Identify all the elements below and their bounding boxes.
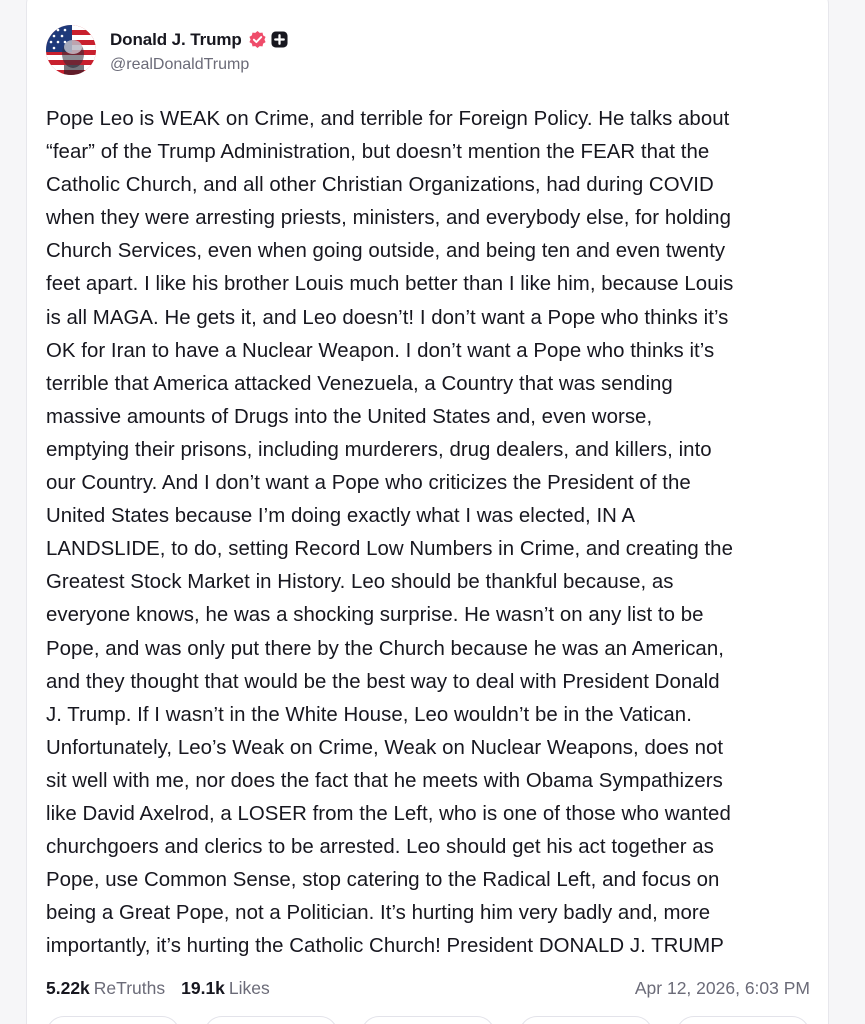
author-info: [110, 27, 288, 74]
retruth-button[interactable]: [204, 1016, 338, 1024]
post-stats: [46, 974, 810, 1002]
likes-label: Likes: [228, 977, 270, 998]
post-text-line: sit well with me, nor does the fact that he meets with Obama Sympathizers: [46, 769, 723, 792]
more-button[interactable]: [676, 1016, 810, 1024]
reply-button[interactable]: [46, 1016, 180, 1024]
author-name-row: [110, 27, 288, 53]
plus-badge-icon: [271, 31, 288, 48]
likes-count: 19.1k: [181, 977, 225, 998]
retruths-stat[interactable]: [46, 978, 165, 999]
post-text-line: Pope Leo is WEAK on Crime, and terrible for Foreign Policy. He talks about: [46, 108, 730, 130]
display-name[interactable]: Donald J. Trump: [110, 29, 242, 49]
post-text-line: importantly, it’s hurting the Catholic Church! President DONALD J. TRUMP: [46, 935, 724, 958]
post-text-line: everyone knows, he was a shocking surprise. He wasn’t on any list to be: [46, 604, 704, 627]
post-text-line: churchgoers and clerics to be arrested. Leo should get his act together as: [46, 836, 714, 859]
avatar-flag-portrait-icon: [46, 25, 96, 75]
post-text-line: Pope, and was only put there by the Church because he was an American,: [46, 637, 724, 660]
post-text-line: J. Trump. If I wasn’t in the White House, Leo wouldn’t be in the Vatican.: [46, 703, 692, 726]
post-text-line: and they thought that would be the best way to deal with President Donald: [46, 670, 720, 693]
post-text-line: Greatest Stock Market in History. Leo should be thankful because, as: [46, 571, 674, 594]
author-handle[interactable]: @realDonaldTrump: [110, 55, 250, 73]
like-button[interactable]: [361, 1016, 495, 1024]
post-timestamp[interactable]: Apr 12, 2026, 6:03 PM: [634, 977, 810, 998]
post-text-line: Unfortunately, Leo’s Weak on Crime, Weak on Nuclear Weapons, does not: [46, 736, 724, 759]
post-text: [46, 103, 816, 963]
share-button[interactable]: [519, 1016, 653, 1024]
post-text-line: being a Great Pope, not a Politician. It’s hurting him very badly and, more: [46, 902, 711, 925]
post-text-line: terrible that America attacked Venezuela, a Country that was sending: [46, 372, 673, 395]
post-text-line: our Country. And I don’t want a Pope who criticizes the President of the: [46, 472, 691, 495]
verified-badge-icon: [248, 30, 267, 49]
post-text-line: United States because I’m doing exactly what I was elected, IN A: [46, 505, 636, 528]
likes-stat[interactable]: [181, 978, 270, 999]
avatar[interactable]: [46, 25, 96, 75]
post-text-line: Church Services, even when going outside, and being ten and even twenty: [46, 240, 726, 263]
retruths-count: 5.22k: [46, 977, 90, 998]
post-text-line: emptying their prisons, including murderers, drug dealers, and killers, into: [46, 438, 712, 461]
post-text-line: massive amounts of Drugs into the United States and, even worse,: [46, 405, 653, 428]
post-text-line: feet apart. I like his brother Louis much better than I like him, because Louis: [46, 273, 734, 296]
post-text-line: Catholic Church, and all other Christian Organizations, had during COVID: [46, 174, 714, 197]
post-text-line: OK for Iran to have a Nuclear Weapon. I don’t want a Pope who thinks it’s: [46, 339, 715, 362]
post-text-line: is all MAGA. He gets it, and Leo doesn’t! I don’t want a Pope who thinks it’s: [46, 306, 729, 329]
post-text-line: Pope, use Common Sense, stop catering to the Radical Left, and focus on: [46, 869, 720, 892]
action-bar: [46, 1016, 810, 1024]
post-text-line: when they were arresting priests, ministers, and everybody else, for holding: [46, 207, 731, 230]
retruths-label: ReTruths: [93, 977, 166, 998]
post-text-line: like David Axelrod, a LOSER from the Left, who is one of those who wanted: [46, 802, 731, 825]
post-text-line: “fear” of the Trump Administration, but doesn’t mention the FEAR that the: [46, 141, 710, 164]
post-text-line: LANDSLIDE, to do, setting Record Low Numbers in Crime, and creating the: [46, 538, 733, 561]
post-header: [46, 24, 288, 76]
